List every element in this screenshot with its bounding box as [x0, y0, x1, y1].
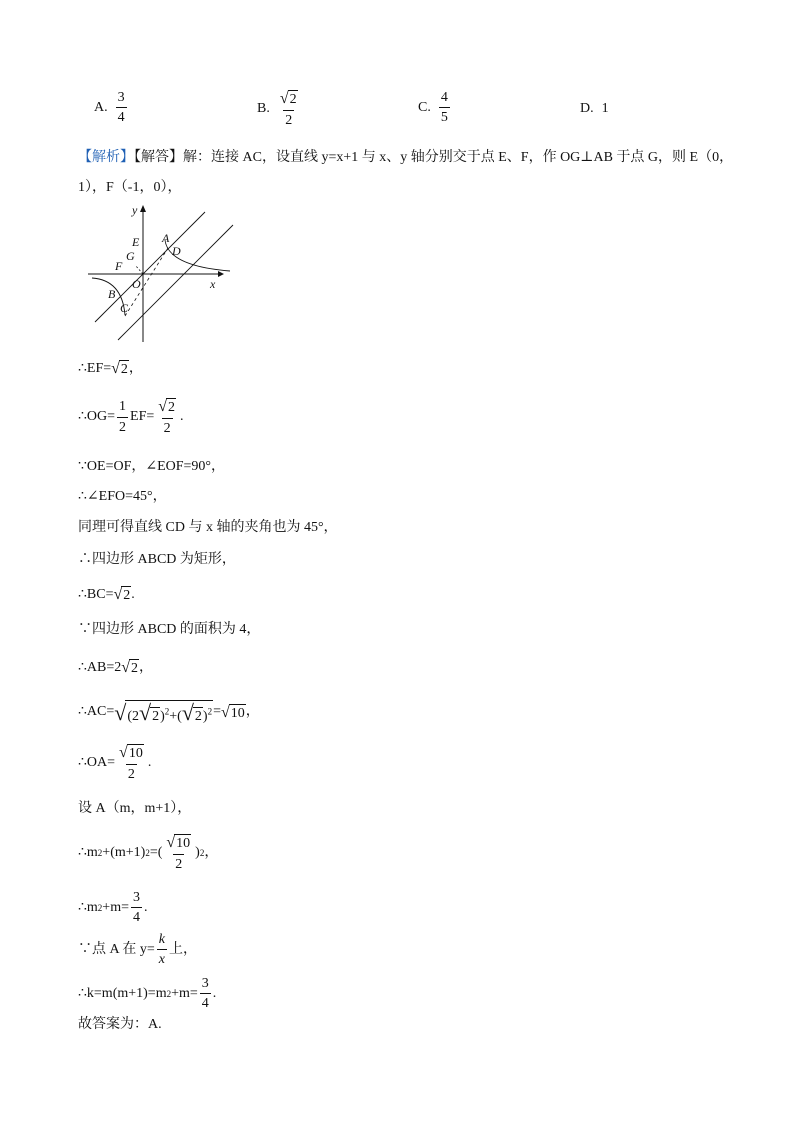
option-c-fraction	[439, 90, 450, 126]
step-point-on-curve: ∵点 A 在 y= $\frac{k}{x}$ 上，	[78, 932, 197, 968]
step-rectangle: ∴四边形 ABCD 为矩形，	[78, 552, 236, 567]
final-answer: 故答案为：A.	[78, 1017, 162, 1032]
option-a-numerator: 3	[117, 90, 125, 105]
label-d: D	[172, 244, 181, 258]
option-a	[94, 90, 129, 126]
analysis-tag: 【解析】	[78, 150, 134, 165]
dashed-og	[135, 265, 143, 274]
option-d-value: 1	[601, 101, 609, 116]
step-k-value: ∴k=m(m+1)=m 2 +m= $\frac{3}{4}$ .	[78, 976, 217, 1012]
label-e: E	[132, 235, 140, 249]
step-oa: ∴OA= √ 10 2 .	[78, 744, 152, 782]
option-b	[257, 90, 302, 128]
label-c: C	[120, 301, 129, 315]
step-angle-efo: ∴∠EFO=45°，	[78, 489, 167, 504]
option-a-fraction	[116, 90, 127, 126]
x-axis-arrow	[218, 271, 224, 277]
step-set-a: 设 A（m，m+1），	[78, 801, 192, 816]
intro-text-1: 解：连接 AC，设直线 y=x+1 与 x、y 轴分别交于点 E、F，作 OG⊥AB 于点 G，则 E（0，	[183, 150, 734, 165]
step-ef: ∴EF= √ 2 ，	[78, 360, 143, 378]
label-a: A	[162, 231, 170, 245]
label-o: O	[132, 277, 141, 291]
option-c-denominator: 5	[439, 107, 450, 125]
option-b-fraction	[278, 90, 300, 128]
option-c-label: C.	[418, 99, 431, 115]
option-a-denominator: 4	[116, 107, 127, 125]
solution-intro-line-2: 1），F（-1，0），	[78, 180, 182, 195]
step-bc: ∴BC= √ 2 .	[78, 586, 135, 604]
label-x: x	[210, 277, 216, 291]
step-ac: ∴AC= √ (2 √ 2 )$^2$+( √ 2 )$^2$ = √ 10 ，	[78, 700, 260, 726]
step-area: ∵四边形 ABCD 的面积为 4，	[78, 622, 261, 637]
option-b-numerator: √ 2	[279, 90, 297, 108]
step-oe-of: ∵OE=OF，∠EOF=90°，	[78, 459, 226, 474]
label-y: y	[132, 203, 138, 217]
option-b-label: B.	[257, 101, 270, 117]
step-og: ∴OG= $\frac{1}{2}$ EF= √ 2 2 .	[78, 398, 184, 436]
option-c-numerator: 4	[440, 90, 448, 105]
coordinate-figure	[80, 200, 240, 350]
label-g: G	[126, 249, 135, 263]
option-c	[418, 90, 452, 126]
label-b: B	[108, 287, 116, 301]
answer-tag: 【解答】	[134, 150, 183, 165]
label-f: F	[115, 259, 123, 273]
step-m-value: ∴m 2 +m= $\frac{3}{4}$ .	[78, 890, 148, 926]
step-equation: ∴m 2 +(m+1) 2 =( √ 10 2 ) 2 ，	[78, 834, 219, 872]
line-ab	[95, 212, 205, 322]
option-b-denominator: 2	[283, 110, 294, 128]
option-d-label: D.	[580, 101, 594, 116]
solution-intro-line-1	[78, 146, 733, 166]
y-axis-arrow	[140, 205, 146, 212]
option-d	[580, 101, 609, 117]
option-a-label: A.	[94, 99, 108, 115]
step-cd-angle: 同理可得直线 CD 与 x 轴的夹角也为 45°，	[78, 520, 338, 535]
step-ab: ∴AB=2 √ 2 ，	[78, 659, 154, 677]
